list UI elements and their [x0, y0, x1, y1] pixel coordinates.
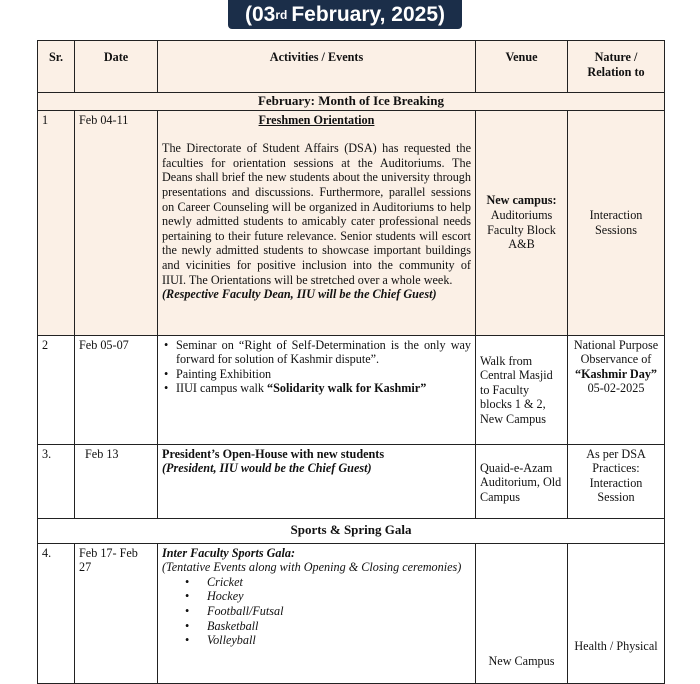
header-sr: Sr.	[38, 41, 75, 93]
activity-description: The Directorate of Student Affairs (DSA) has requested the faculties for orientation sessions at the Auditoriums. The Deans shall brief the new students about the university through presentations and discussions. Furthermore, parallel sessions on Career Counseling will be organized in Auditoriums to help newly admitted students to amicably cater professional needs pertaining to their future relevance. Senior students will escort the newly admitted students to showcase important buildings and vicinities for positive inclusion into the community of IIUI. The Orientations will be stretched over a whole week.	[162, 141, 471, 287]
header-row	[38, 41, 665, 93]
header-activities: Activities / Events	[158, 41, 476, 93]
nature-date: 05-02-2025	[587, 381, 645, 396]
list-item: • Painting Exhibition	[176, 367, 471, 382]
row-nature	[568, 335, 665, 444]
table-row	[38, 335, 665, 444]
header-venue: Venue	[476, 41, 568, 93]
list-item: • Cricket	[207, 575, 471, 590]
venue-detail: Auditoriums Faculty Block A&B	[487, 208, 556, 252]
row-activity	[158, 110, 476, 335]
header-date: Date	[75, 41, 158, 93]
activity-title: President’s Open-House with new students	[162, 446, 385, 461]
chief-guest-note: (President, IIU would be the Chief Guest)	[162, 461, 372, 476]
nature-text: National Purpose Observance of	[573, 337, 659, 367]
list-item: • Seminar on “Right of Self-Determination is the only way forward for solution of Kashmir dispute”.	[176, 338, 471, 367]
row-date: Feb 13	[75, 444, 158, 518]
banner-prefix: (03	[244, 2, 276, 26]
row-nature: As per DSA Practices: Interaction Session	[568, 444, 665, 518]
row-sr: 4.	[38, 543, 75, 683]
table-row	[38, 110, 665, 335]
list-item	[176, 381, 471, 396]
table-row	[38, 543, 665, 683]
nature-bold: “Kashmir Day”	[574, 366, 658, 381]
row-nature: Health / Physical	[568, 543, 665, 683]
section-row	[38, 518, 665, 543]
row-activity	[158, 444, 476, 518]
date-banner	[228, 0, 462, 29]
section-row	[38, 93, 665, 111]
chief-guest-note: (Respective Faculty Dean, IIU will be the Chief Guest)	[162, 287, 437, 302]
row-date: Feb 17- Feb 27	[75, 543, 158, 683]
activity-note: (Tentative Events along with Opening & Closing ceremonies)	[162, 560, 462, 575]
banner-rest: February, 2025)	[291, 2, 446, 26]
row-date: Feb 04-11	[75, 110, 158, 335]
list-item-bold: “Solidarity walk for Kashmir”	[267, 381, 427, 396]
list-item: • Basketball	[207, 619, 471, 634]
banner-suffix: rd	[275, 7, 288, 22]
list-item-text: IIUI campus walk	[176, 381, 268, 396]
row-venue	[476, 110, 568, 335]
header-nature: Nature / Relation to	[568, 41, 665, 93]
table-row	[38, 444, 665, 518]
section-title-sports: Sports & Spring Gala	[38, 518, 665, 543]
row-venue: Quaid-e-Azam Auditorium, Old Campus	[476, 444, 568, 518]
activity-title: Freshmen Orientation	[258, 112, 375, 127]
row-sr: 1	[38, 110, 75, 335]
row-sr: 2	[38, 335, 75, 444]
list-item: • Volleyball	[207, 633, 471, 648]
venue-campus: New campus:	[486, 193, 557, 208]
row-activity	[158, 335, 476, 444]
schedule-table	[37, 40, 665, 684]
section-title-february: February: Month of Ice Breaking	[38, 93, 665, 111]
list-item: • Football/Futsal	[207, 604, 471, 619]
row-venue: New Campus	[476, 543, 568, 683]
row-nature: Interaction Sessions	[568, 110, 665, 335]
row-activity	[158, 543, 476, 683]
list-item: • Hockey	[207, 589, 471, 604]
row-date: Feb 05-07	[75, 335, 158, 444]
activity-title: Inter Faculty Sports Gala:	[162, 545, 296, 560]
row-sr: 3.	[38, 444, 75, 518]
row-venue: Walk from Central Masjid to Faculty blocks 1 & 2, New Campus	[476, 335, 568, 444]
